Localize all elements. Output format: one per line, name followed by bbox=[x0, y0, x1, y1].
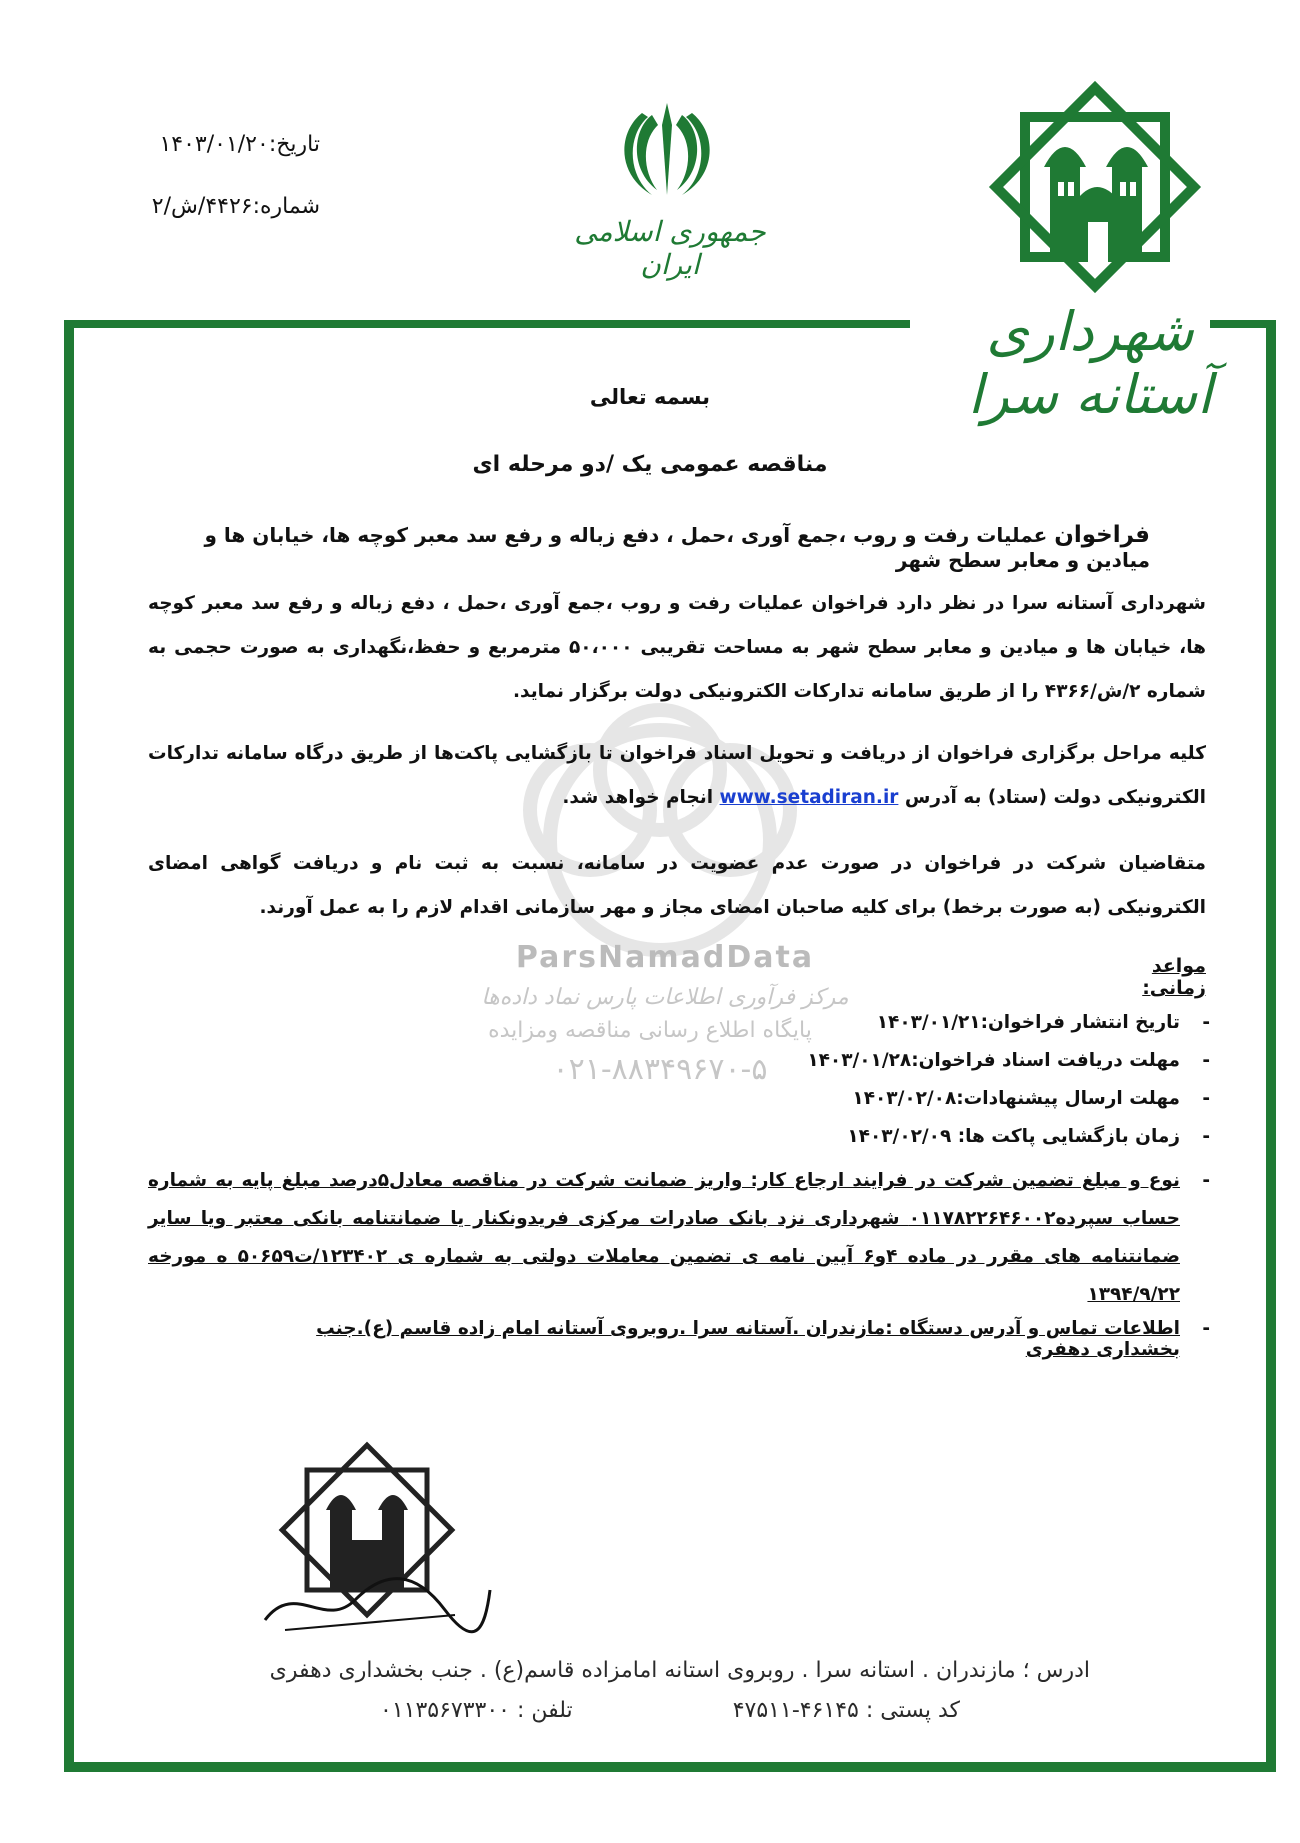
signature-icon bbox=[255, 1560, 495, 1640]
deadlines-title: مواعد زمانی: bbox=[1142, 955, 1206, 999]
footer-postal-code: کد پستی : ۴۶۱۴۵-۴۷۵۱۱ bbox=[732, 1698, 960, 1723]
guarantee-text: نوع و مبلغ تضمین شرکت در فرایند ارجاع کار: واریز ضمانت شرکت در مناقصه معادل۵درصد مبلغ پایه به شماره حساب سپرده۰۱۱۷۸۲۲۶۴۶۰۰۲ شهرداری نزد بانک صادرات مرکزی فریدونکنار یا ضمانتنامه بانکی معتبر ویا سایر ضمانتنامه های مقرر در ماده ۴و۶ آیین نامه ی تضمین معاملات دولتی به شماره ی ۱۲۳۴۰۲/ت۵۰۶۵۹ ه مورخه ۱۳۹۴/۹/۲۲ bbox=[148, 1170, 1180, 1305]
deadline-text: زمان بازگشایی پاکت ها: ۱۴۰۳/۰۲/۰۹ bbox=[847, 1126, 1180, 1147]
letter-number: شماره:۴۴۲۶/ش/۲ bbox=[151, 194, 320, 219]
bism-heading: بسمه تعالی bbox=[589, 385, 711, 409]
paragraph-registration: متقاضیان شرکت در فراخوان در صورت عدم عضویت در سامانه، نسبت به ثبت نام و دریافت گواهی امضای الکترونیکی (به صورت برخط) برای کلیه صاحبان امضای مجاز و مهر سازمانی اقدام لازم را به عمل آورند. bbox=[148, 853, 1206, 918]
subject-line bbox=[150, 522, 1150, 572]
bullet-dash: - bbox=[1202, 1170, 1210, 1191]
iran-emblem-icon bbox=[612, 95, 722, 205]
setadiran-link[interactable]: www.setadiran.ir bbox=[719, 787, 899, 808]
paragraph-procedure bbox=[148, 732, 1206, 820]
deadline-item bbox=[800, 1012, 1210, 1033]
municipality-logo-icon bbox=[980, 72, 1210, 302]
bullet-dash: - bbox=[1202, 1050, 1210, 1071]
deadline-text: تاریخ انتشار فراخوان:۱۴۰۳/۰۱/۲۱ bbox=[876, 1012, 1180, 1033]
letter-date: تاریخ:۱۴۰۳/۰۱/۲۰ bbox=[159, 132, 320, 157]
deadline-item bbox=[800, 1050, 1210, 1071]
deadline-item bbox=[800, 1088, 1210, 1109]
guarantee-item bbox=[148, 1162, 1210, 1314]
emblem-caption: جمهوری اسلامی ایران bbox=[574, 215, 766, 281]
watermark-line1: مرکز فرآوری اطلاعات پارس نماد داده‌ها bbox=[481, 985, 849, 1010]
footer-phone: تلفن : ۰۱۱۳۵۶۷۳۳۰۰ bbox=[380, 1698, 573, 1723]
paragraph-procedure-end: انجام خواهد شد. bbox=[562, 787, 714, 808]
bullet-dash: - bbox=[1202, 1318, 1210, 1339]
bullet-dash: - bbox=[1202, 1012, 1210, 1033]
subject-keyword: فراخوان bbox=[1054, 522, 1150, 548]
watermark-line2: پایگاه اطلاع رسانی مناقصه ومزایده bbox=[488, 1018, 812, 1043]
footer-contact bbox=[380, 1698, 960, 1723]
tender-title: مناقصه عمومی یک /دو مرحله ای bbox=[472, 452, 828, 477]
deadline-text: مهلت ارسال پیشنهادات:۱۴۰۳/۰۲/۰۸ bbox=[852, 1088, 1180, 1109]
municipality-name: شهرداری آستانه سرا bbox=[967, 300, 1213, 426]
paragraph-procedure-text: کلیه مراحل برگزاری فراخوان از دریافت و تحویل اسناد فراخوان تا بازگشایی پاکت‌ها از طریق درگاه سامانه تدارکات الکترونیکی دولت (ستاد) به آدرس bbox=[148, 743, 1206, 808]
subject-text: عملیات رفت و روب ،جمع آوری ،حمل ، دفع زباله و رفع سد معبر کوچه ها، خیابان ها و میادین و معابر سطح شهر bbox=[204, 523, 1150, 572]
contact-item bbox=[250, 1318, 1210, 1360]
paragraph-intro: شهرداری آستانه سرا در نظر دارد فراخوان عملیات رفت و روب ،جمع آوری ،حمل ، دفع زباله و رفع سد معبر کوچه ها، خیابان ها و میادین و معابر سطح شهر به مساحت تقریبی ۵۰،۰۰۰ مترمربع و حفظ،نگهداری به صورت حجمی به شماره ۲/ش/۴۳۶۶ را از طریق سامانه تدارکات الکترونیکی دولت برگزار نماید. bbox=[148, 593, 1206, 702]
deadline-text: مهلت دریافت اسناد فراخوان:۱۴۰۳/۰۱/۲۸ bbox=[807, 1050, 1180, 1071]
contact-text: اطلاعات تماس و آدرس دستگاه :مازندران .آستانه سرا .روبروی آستانه امام زاده قاسم (ع).جنب بخشداری دهفری bbox=[316, 1318, 1180, 1360]
bullet-dash: - bbox=[1202, 1126, 1210, 1147]
deadline-item bbox=[800, 1126, 1210, 1147]
watermark-brand: ParsNamadData bbox=[515, 940, 815, 975]
bullet-dash: - bbox=[1202, 1088, 1210, 1109]
footer-address: ادرس ؛ مازندران . استانه سرا . روبروی استانه امامزاده قاسم(ع) . جنب بخشداری دهفری bbox=[269, 1658, 1090, 1683]
watermark-phone: ۰۲۱-۸۸۳۴۹۶۷۰-۵ bbox=[552, 1052, 768, 1087]
